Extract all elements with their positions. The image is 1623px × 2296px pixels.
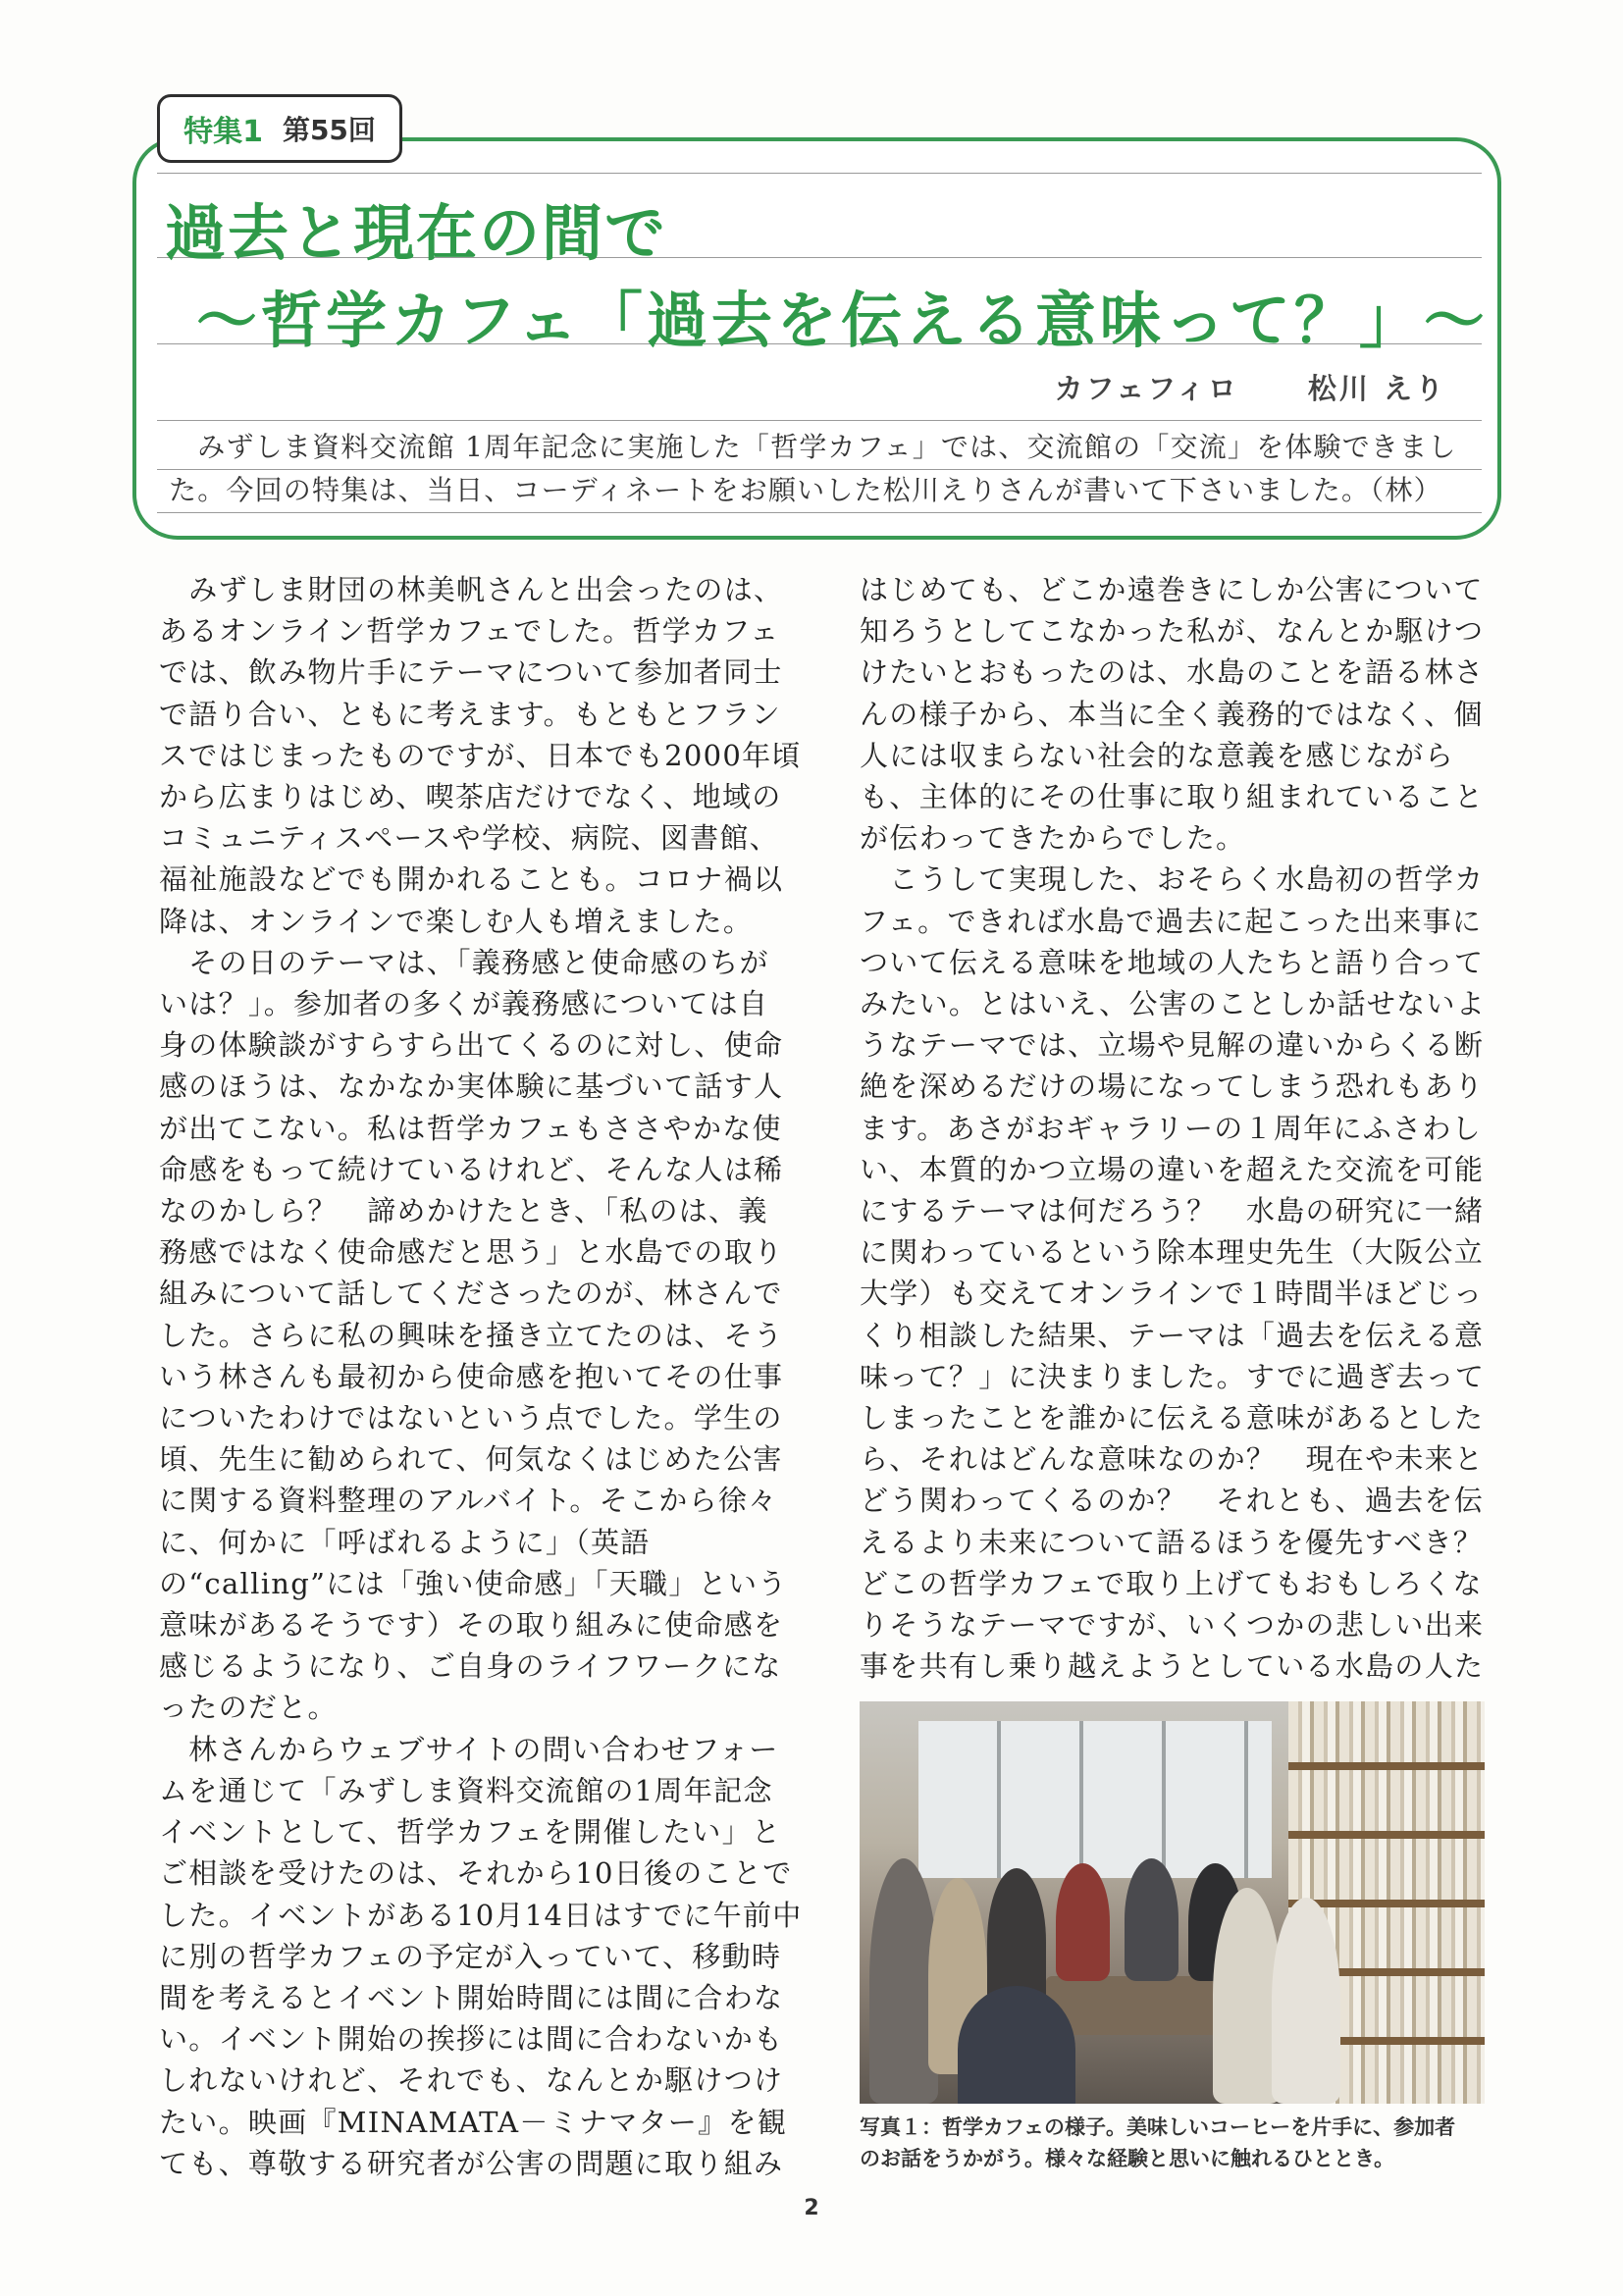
body-text-line: も、主体的にその仕事に取り組まれていること <box>860 780 1485 814</box>
body-text-line: どう関わってくるのか？ それとも、過去を伝 <box>860 1484 1485 1518</box>
body-column-left <box>159 569 803 2184</box>
body-text-line: ご相談を受けたのは、それから10日後のことで <box>159 1856 793 1891</box>
body-text-line: 感じるようになり、ご自身のライフワークにな <box>159 1649 782 1684</box>
body-text-line: ついて伝える意味を地域の人たちと語り合って <box>860 945 1485 979</box>
photo-participant <box>958 1986 1075 2104</box>
body-text-line: しれないけれど、それでも、なんとか駆けつけ <box>159 2063 784 2098</box>
body-text-line: スではじまったものですが、日本でも2000年頃 <box>159 738 802 772</box>
byline <box>1055 367 1446 407</box>
body-text-line: んの様子から、本当に全く義務的ではなく、個 <box>860 697 1484 731</box>
body-text-line: こうして実現した、おそらく水島初の哲学カ <box>860 862 1485 897</box>
body-text-line: うなテーマでは、立場や見解の違いからくる断 <box>860 1028 1485 1063</box>
body-text-line: りそうなテーマですが、いくつかの悲しい出来 <box>860 1608 1485 1643</box>
body-text-line: あるオンライン哲学カフェでした。哲学カフェ <box>159 614 780 649</box>
body-text-line: に関わっているという除本理史先生（大阪公立 <box>860 1235 1485 1270</box>
body-text-line: その日のテーマは、「義務感と使命感のちが <box>159 945 769 979</box>
body-text-line: 感のほうは、なかなか実体験に基づいて話す人 <box>159 1070 784 1104</box>
body-text-line: い。イベント開始の挨拶には間に合わないかも <box>159 2022 784 2057</box>
body-text-line: い、本質的かつ立場の違いを超えた交流を可能 <box>860 1152 1485 1186</box>
body-text-line: えるより未来について語るほうを優先すべき？ <box>860 1525 1484 1559</box>
body-text-line: ムを通じて「みずしま資料交流館の1周年記念 <box>159 1773 773 1807</box>
intro-line: た。今回の特集は、当日、コーディネートをお願いした松川えりさんが書いて下さいました。（林） <box>169 474 1442 506</box>
body-text-line: ます。あさがおギャラリーの１周年にふさわし <box>860 1111 1482 1145</box>
body-text-line: 命感をもって続けているけれど、そんな人は稀 <box>159 1152 784 1186</box>
body-text-line: ても、尊敬する研究者が公害の問題に取り組み <box>159 2146 784 2180</box>
body-text-line: 林さんからウェブサイトの問い合わせフォー <box>159 1732 779 1766</box>
body-text-line: についたわけではないという点でした。学生の <box>159 1401 783 1435</box>
body-text-line: コミュニティスペースや学校、病院、図書館、 <box>159 821 779 856</box>
body-text-line: 知ろうとしてこなかった私が、なんとか駆けつ <box>860 614 1485 649</box>
editor-intro <box>169 426 1484 512</box>
article-subtitle: ～哲学カフェ「過去を伝える意味って？」～ <box>196 285 1489 356</box>
body-text-line: たい。映画『MINAMATA－ミナマター』を観 <box>159 2105 788 2139</box>
body-text-line: にするテーマは何だろう？ 水島の研究に一緒 <box>860 1194 1485 1228</box>
caption-line: 写真１：哲学カフェの様子。美味しいコーヒーを片手に、参加者 <box>860 2115 1456 2139</box>
body-text-line: が出てこない。私は哲学カフェもささやかな使 <box>159 1111 782 1145</box>
body-text-line: した。イベントがある10月14日はすでに午前中 <box>159 1898 803 1932</box>
article-title: 過去と現在の間で <box>165 197 668 269</box>
body-text-line: いは？」。参加者の多くが義務感については自 <box>159 987 769 1021</box>
body-text-line: 味って？」に決まりました。すでに過ぎ去って <box>860 1359 1486 1393</box>
body-text-line: みたい。とはいえ、公害のことしか話せないよ <box>860 987 1487 1021</box>
photo-window <box>918 1721 1272 1878</box>
photo-participant <box>1272 1898 1340 2104</box>
body-text-line: 絶を深めるだけの場になってしまう恐れもあり <box>860 1070 1485 1104</box>
photo-caption <box>860 2112 1488 2174</box>
body-text-line: ら、それはどんな意味なのか？ 現在や未来と <box>860 1442 1485 1477</box>
photo-participant <box>1125 1858 1178 1981</box>
body-text-line: けたいとおもったのは、水島のことを語る林さ <box>860 655 1485 690</box>
body-text-line: イベントとして、哲学カフェを開催したい」と <box>159 1815 782 1850</box>
body-text-line: 頃、先生に勧められて、何気なくはじめた公害 <box>159 1442 783 1477</box>
body-text-line: 身の体験談がすらすら出てくるのに対し、使命 <box>159 1028 784 1063</box>
byline-author: 松川 えり <box>1307 372 1446 405</box>
body-text-line: で語り合い、ともに考えます。もともとフラン <box>159 697 781 731</box>
body-text-line: しまったことを誰かに伝える意味があるとした <box>860 1401 1485 1435</box>
body-text-line: 人には収まらない社会的な意義を感じながら <box>860 738 1455 772</box>
body-text-line: した。さらに私の興味を掻き立てたのは、そう <box>159 1318 784 1352</box>
body-text-line: 大学）も交えてオンラインで１時間半ほどじっ <box>860 1277 1484 1311</box>
byline-organization: カフェフィロ <box>1054 372 1239 405</box>
body-text-line: いう林さんも最初から使命感を抱いてその仕事 <box>159 1359 784 1393</box>
body-text-line: みずしま財団の林美帆さんと出会ったのは、 <box>159 573 784 606</box>
body-text-line: 意味があるそうです）その取り組みに使命感を <box>159 1608 784 1643</box>
body-text-line: 事を共有し乗り越えようとしている水島の人た <box>860 1649 1485 1684</box>
body-text-line: ったのだと。 <box>159 1691 338 1725</box>
body-text-line: では、飲み物片手にテーマについて参加者同士 <box>159 655 783 690</box>
caption-line: のお話をうかがう。様々な経験と思いに触れるひととき。 <box>860 2147 1395 2170</box>
body-text-line: どこの哲学カフェで取り上げてもおもしろくな <box>860 1566 1483 1600</box>
body-text-line: が伝わってきたからでした。 <box>860 821 1246 856</box>
header-rule <box>157 420 1482 421</box>
body-text-line: 間を考えるとイベント開始時間には間に合わな <box>159 1980 784 2014</box>
body-text-line: 降は、オンラインで楽しむ人も増えました。 <box>159 904 754 938</box>
issue-label: 第55回 <box>282 114 376 146</box>
photo-participant <box>1056 1863 1110 1981</box>
body-text-line: はじめても、どこか遠巻きにしか公害について <box>860 573 1484 606</box>
header-rule <box>157 173 1482 174</box>
body-column-right <box>860 569 1488 1687</box>
body-text-line: なのかしら？ 諦めかけたとき、「私のは、義 <box>159 1194 768 1228</box>
cafe-photo <box>860 1701 1485 2104</box>
feature-label: 特集1 <box>183 115 263 149</box>
body-text-line: 福祉施設などでも開かれることも。コロナ禍以 <box>159 862 784 897</box>
page-number: 2 <box>804 2196 819 2220</box>
body-text-line: の“calling”には「強い使命感」「天職」という <box>159 1566 788 1600</box>
body-text-line: に関する資料整理のアルバイト。そこから徐々 <box>159 1484 778 1518</box>
feature-tag <box>157 94 402 163</box>
body-text-line: フェ。できれば水島で過去に起こった出来事に <box>860 904 1483 938</box>
body-text-line: くり相談した結果、テーマは「過去を伝える意 <box>860 1318 1485 1352</box>
body-text-line: に別の哲学カフェの予定が入っていて、移動時 <box>159 1939 782 1973</box>
body-text-line: 務感ではなく使命感だと思う」と水島での取り <box>159 1235 784 1270</box>
body-text-line: から広まりはじめ、喫茶店だけでなく、地域の <box>159 780 782 814</box>
header-rule <box>157 512 1482 513</box>
body-text-line: に、何かに「呼ばれるように」（英語 <box>159 1525 651 1559</box>
intro-line: みずしま資料交流館 1周年記念に実施した「哲学カフェ」では、交流館の「交流」を体験できまし <box>169 431 1457 463</box>
body-text-line: 組みについて話してくださったのが、林さんで <box>159 1277 783 1311</box>
